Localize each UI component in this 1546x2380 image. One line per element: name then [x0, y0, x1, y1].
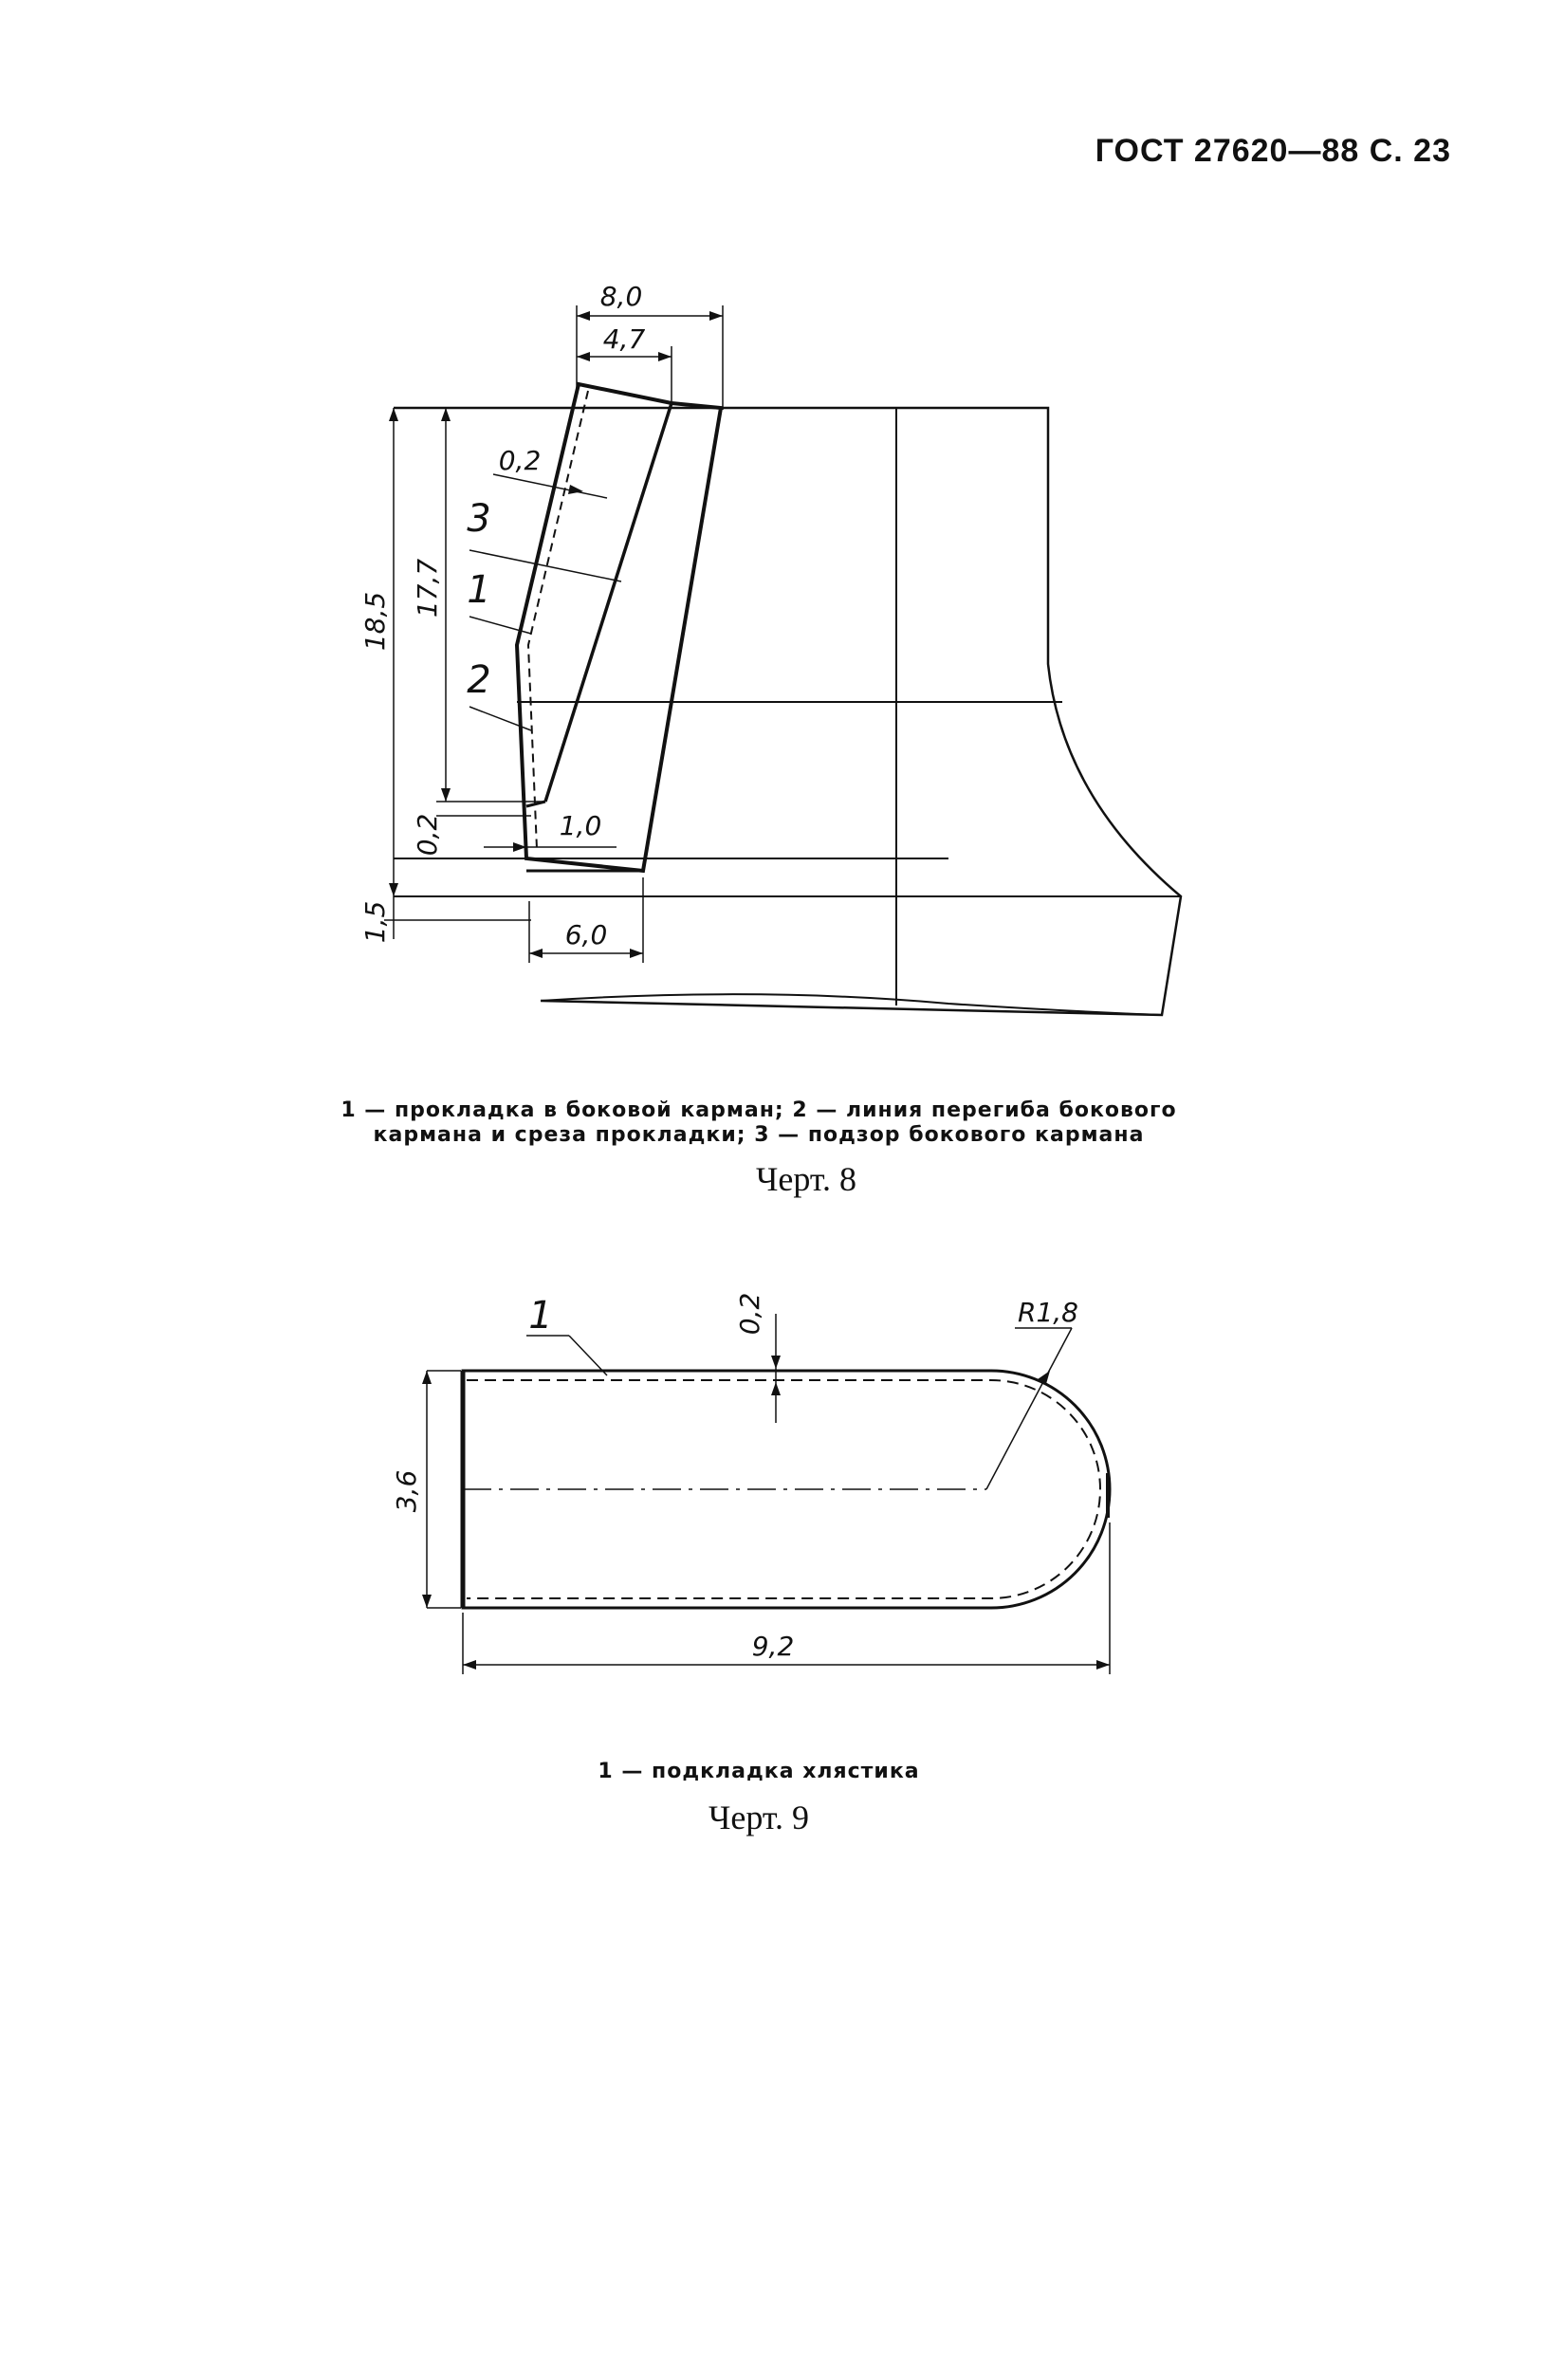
- figure8-legend: [285, 1098, 1233, 1148]
- figure8-legend-line2: кармана и среза прокладки; 3 — подзор бокового кармана: [373, 1123, 1145, 1147]
- callout-1: 1: [528, 1294, 553, 1338]
- figure8-legend-line1: 1 — прокладка в боковой карман; 2 — линия перегиба бокового: [340, 1098, 1177, 1122]
- dimension-height: 3,6: [391, 1469, 422, 1513]
- figure9-arrows: [422, 1356, 1110, 1670]
- dimension-inner-height: 17,7: [412, 558, 443, 618]
- callout-2: 2: [467, 658, 491, 702]
- dimension-length: 9,2: [751, 1631, 795, 1662]
- garment-outline: [394, 408, 1181, 1015]
- dimension-seam-offset: 0,2: [734, 1292, 765, 1336]
- dimension-inner-width: 4,7: [602, 323, 646, 355]
- fold-line: [545, 403, 672, 802]
- figure9-drawing: [427, 1314, 1110, 1674]
- dimension-bottom-offset: 0,2: [412, 813, 443, 857]
- dimension-total-height: 18,5: [359, 591, 391, 652]
- dimension-radius: R1,8: [1018, 1297, 1078, 1328]
- callout-3: 3: [467, 497, 491, 541]
- dimension-top-width: 8,0: [599, 281, 643, 312]
- dimension-bottom-width: 6,0: [564, 919, 608, 950]
- figure8-title: Черт. 8: [756, 1160, 856, 1198]
- figure8-drawing: [384, 305, 1181, 1015]
- page-number: С. 23: [1369, 133, 1451, 169]
- leader-3: [469, 550, 621, 581]
- dimension-bottom-shift: 1,0: [559, 810, 602, 841]
- callout-1: 1: [467, 568, 491, 612]
- standard-number: ГОСТ 27620—88: [1095, 133, 1360, 169]
- dimension-hem: 1,5: [359, 900, 391, 944]
- figure9-title: Черт. 9: [709, 1799, 809, 1836]
- figure9-legend: 1 — подкладка хлястика: [598, 1760, 920, 1783]
- dimension-seam-offset: 0,2: [498, 445, 542, 476]
